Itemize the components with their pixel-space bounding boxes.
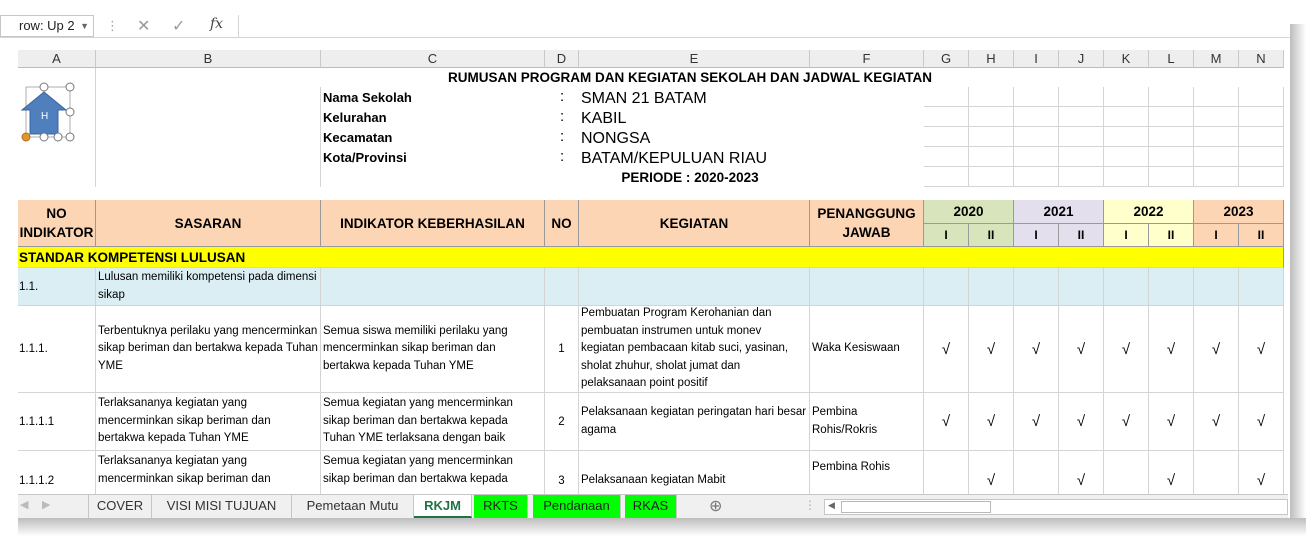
header-semester: I: [1104, 224, 1149, 247]
window-shadow: [18, 518, 1306, 536]
header-semester: I: [1014, 224, 1059, 247]
section-row[interactable]: STANDAR KOMPETENSI LULUSAN: [18, 247, 1284, 268]
column-header-e[interactable]: E: [579, 50, 810, 68]
column-header-d[interactable]: D: [545, 50, 579, 68]
row2-check[interactable]: √: [1059, 306, 1104, 393]
row4-check[interactable]: √: [1149, 451, 1194, 494]
row3-penanggung-jawab[interactable]: Pembina Rohis/Rokris: [810, 393, 924, 451]
window-shadow: [1290, 24, 1306, 524]
row3-check[interactable]: √: [1104, 393, 1149, 451]
adjust-handle-icon[interactable]: [22, 133, 30, 141]
formula-bar-grip-icon: ⋮: [106, 18, 119, 33]
row2-check[interactable]: √: [1194, 306, 1239, 393]
sheet-title: RUMUSAN PROGRAM DAN KEGIATAN SEKOLAH DAN JADWAL KEGIATAN: [448, 70, 932, 85]
info-sep-kota: :: [560, 148, 565, 165]
column-header-a[interactable]: A: [18, 50, 96, 68]
name-box[interactable]: [0, 15, 94, 37]
row1-check[interactable]: [1014, 268, 1059, 306]
row1-check[interactable]: [1149, 268, 1194, 306]
row2-check[interactable]: √: [1104, 306, 1149, 393]
header-indikator: INDIKATOR KEBERHASILAN: [321, 200, 545, 247]
insert-function-icon[interactable]: fx: [210, 16, 224, 32]
row4-check[interactable]: [1104, 451, 1149, 494]
scroll-left-icon[interactable]: ◀: [828, 500, 835, 510]
row2-check[interactable]: √: [1239, 306, 1284, 393]
row4-check[interactable]: √: [1059, 451, 1104, 494]
tab-pemetaan-mutu[interactable]: Pemetaan Mutu: [292, 495, 414, 518]
column-header-l[interactable]: L: [1149, 50, 1194, 68]
row4-no-indikator[interactable]: 1.1.1.2: [18, 451, 96, 494]
info-sep-kecamatan: :: [560, 128, 565, 145]
row2-check[interactable]: √: [969, 306, 1014, 393]
row3-check[interactable]: √: [969, 393, 1014, 451]
column-header-f[interactable]: F: [810, 50, 924, 68]
row2-check[interactable]: √: [1014, 306, 1059, 393]
row1-check[interactable]: [1059, 268, 1104, 306]
info-label-kecamatan: Kecamatan: [323, 130, 393, 145]
header-semester: I: [1194, 224, 1239, 247]
row3-check[interactable]: √: [1239, 393, 1284, 451]
column-header-n[interactable]: N: [1239, 50, 1284, 68]
row3-no[interactable]: 2: [545, 393, 579, 451]
enter-icon[interactable]: ✓: [172, 18, 186, 35]
row3-check[interactable]: √: [1149, 393, 1194, 451]
header-semester: I: [924, 224, 969, 247]
row1-check[interactable]: [1104, 268, 1149, 306]
info-label-school: Nama Sekolah: [323, 90, 412, 105]
column-header-c[interactable]: C: [321, 50, 545, 68]
row4-sasaran[interactable]: Terlaksananya kegiatan yang mencerminkan sikap beriman dan: [96, 451, 321, 494]
row4-check[interactable]: [1194, 451, 1239, 494]
header-year-2021: 2021: [1014, 200, 1104, 224]
tab-rkts[interactable]: RKTS: [474, 495, 528, 518]
horizontal-scrollbar[interactable]: [824, 499, 1288, 515]
row2-kegiatan[interactable]: Pembuatan Program Kerohanian dan pembuatan instrumen untuk monev kegiatan pembacaan kitab suci, yasinan, sholat zhuhur, sholat jumat dan pelaksanaan point positif: [579, 306, 810, 393]
tab-rkjm[interactable]: RKJM: [414, 495, 472, 518]
resize-handle-icon[interactable]: [66, 133, 74, 141]
header-sasaran: SASARAN: [96, 200, 321, 247]
row1-check[interactable]: [969, 268, 1014, 306]
header-kegiatan: KEGIATAN: [579, 200, 810, 247]
info-sep-kelurahan: :: [560, 108, 565, 125]
row2-indikator[interactable]: Semua siswa memiliki perilaku yang mencerminkan sikap beriman dan bertakwa kepada Tuhan YME: [321, 306, 545, 393]
scroll-tabs-right-icon[interactable]: ▶: [42, 499, 51, 511]
scrollbar-thumb[interactable]: [841, 501, 991, 513]
row2-sasaran[interactable]: Terbentuknya perilaku yang mencerminkan sikap beriman dan bertakwa kepada Tuhan YME: [96, 306, 321, 393]
row2-check[interactable]: √: [1149, 306, 1194, 393]
row3-check[interactable]: √: [1194, 393, 1239, 451]
tab-rkas[interactable]: RKAS: [625, 495, 677, 518]
formula-input[interactable]: [238, 15, 1306, 37]
column-header-m[interactable]: M: [1194, 50, 1239, 68]
row3-sasaran[interactable]: Terlaksananya kegiatan yang mencerminkan sikap beriman dan bertakwa kepada Tuhan YME: [96, 393, 321, 451]
row4-penanggung-jawab[interactable]: Pembina Rohis: [810, 451, 924, 494]
row2-no-indikator[interactable]: 1.1.1.: [18, 306, 96, 393]
info-sep-school: :: [560, 88, 565, 105]
column-header-g[interactable]: G: [924, 50, 969, 68]
info-label-kota: Kota/Provinsi: [323, 150, 407, 165]
column-header-k[interactable]: K: [1104, 50, 1149, 68]
name-box-value: row: Up 2: [19, 18, 75, 33]
header-no-indikator: NO INDIKATOR: [18, 200, 96, 247]
row1-check[interactable]: [1239, 268, 1284, 306]
header-year-2023: 2023: [1194, 200, 1284, 224]
row2-no[interactable]: 1: [545, 306, 579, 393]
header-semester: II: [969, 224, 1014, 247]
periode-label: PERIODE : 2020-2023: [621, 170, 759, 185]
info-value-school: SMAN 21 BATAM: [581, 90, 707, 107]
header-semester: II: [1239, 224, 1284, 247]
row4-check[interactable]: √: [969, 451, 1014, 494]
tab-splitter-icon[interactable]: ⋮: [804, 498, 816, 512]
worksheet-grid[interactable]: [18, 68, 1288, 494]
row3-indikator[interactable]: Semua kegiatan yang mencerminkan sikap beriman dan bertakwa kepada Tuhan YME terlaksana dengan baik: [321, 393, 545, 451]
resize-handle-icon[interactable]: [40, 133, 48, 141]
header-year-2022: 2022: [1104, 200, 1194, 224]
header-year-2020: 2020: [924, 200, 1014, 224]
tab-visi-misi-tujuan[interactable]: VISI MISI TUJUAN: [152, 495, 292, 518]
header-semester: II: [1059, 224, 1104, 247]
row2-penanggung-jawab[interactable]: Waka Kesiswaan: [810, 306, 924, 393]
header-no: NO: [545, 200, 579, 247]
row4-kegiatan[interactable]: Pelaksanaan kegiatan Mabit: [579, 451, 810, 494]
name-box-dropdown-icon[interactable]: ▼: [80, 21, 89, 31]
shape-label: H: [41, 111, 49, 122]
row1-kegiatan[interactable]: [579, 268, 810, 306]
row3-kegiatan[interactable]: Pelaksanaan kegiatan peringatan hari besar agama: [579, 393, 810, 451]
column-header-h[interactable]: H: [969, 50, 1014, 68]
column-header-b[interactable]: B: [96, 50, 321, 68]
row1-check[interactable]: [1194, 268, 1239, 306]
add-sheet-icon[interactable]: ⊕: [709, 498, 723, 515]
row4-indikator[interactable]: Semua kegiatan yang mencerminkan sikap beriman dan bertakwa kepada: [321, 451, 545, 494]
row1-no-indikator[interactable]: 1.1.: [18, 268, 96, 306]
formula-bar: [0, 0, 1306, 38]
tab-cover[interactable]: COVER: [88, 495, 152, 518]
info-value-kelurahan: KABIL: [581, 110, 627, 127]
row4-no[interactable]: 3: [545, 451, 579, 494]
row4-check[interactable]: [1014, 451, 1059, 494]
tab-pendanaan[interactable]: Pendanaan: [533, 495, 621, 518]
row1-check[interactable]: [924, 268, 969, 306]
row4-check[interactable]: [924, 451, 969, 494]
row3-check[interactable]: √: [1014, 393, 1059, 451]
resize-handle-icon[interactable]: [66, 108, 74, 116]
row1-no[interactable]: [545, 268, 579, 306]
row1-sasaran[interactable]: Lulusan memiliki kompetensi pada dimensi sikap: [96, 268, 321, 306]
row2-check[interactable]: √: [924, 306, 969, 393]
row4-check[interactable]: √: [1239, 451, 1284, 494]
header-penanggung-jawab: PENANGGUNG JAWAB: [810, 200, 924, 247]
row1-indikator[interactable]: [321, 268, 545, 306]
row3-no-indikator[interactable]: 1.1.1.1: [18, 393, 96, 451]
resize-handle-icon[interactable]: [66, 83, 74, 91]
row1-penanggung-jawab[interactable]: [810, 268, 924, 306]
cancel-icon[interactable]: ✕: [137, 18, 151, 35]
resize-handle-icon[interactable]: [54, 133, 62, 141]
info-value-kecamatan: NONGSA: [581, 130, 651, 147]
info-label-kelurahan: Kelurahan: [323, 110, 387, 125]
row3-check[interactable]: √: [1059, 393, 1104, 451]
resize-handle-icon[interactable]: [40, 83, 48, 91]
header-semester: II: [1149, 224, 1194, 247]
info-value-kota: BATAM/KEPULUAN RIAU: [581, 150, 768, 167]
sheet-tab-bar: [18, 494, 1288, 518]
row3-check[interactable]: √: [924, 393, 969, 451]
column-header-i[interactable]: I: [1014, 50, 1059, 68]
up-arrow-shape[interactable]: [18, 82, 76, 152]
scroll-tabs-left-icon[interactable]: ◀: [20, 499, 29, 511]
column-header-j[interactable]: J: [1059, 50, 1104, 68]
